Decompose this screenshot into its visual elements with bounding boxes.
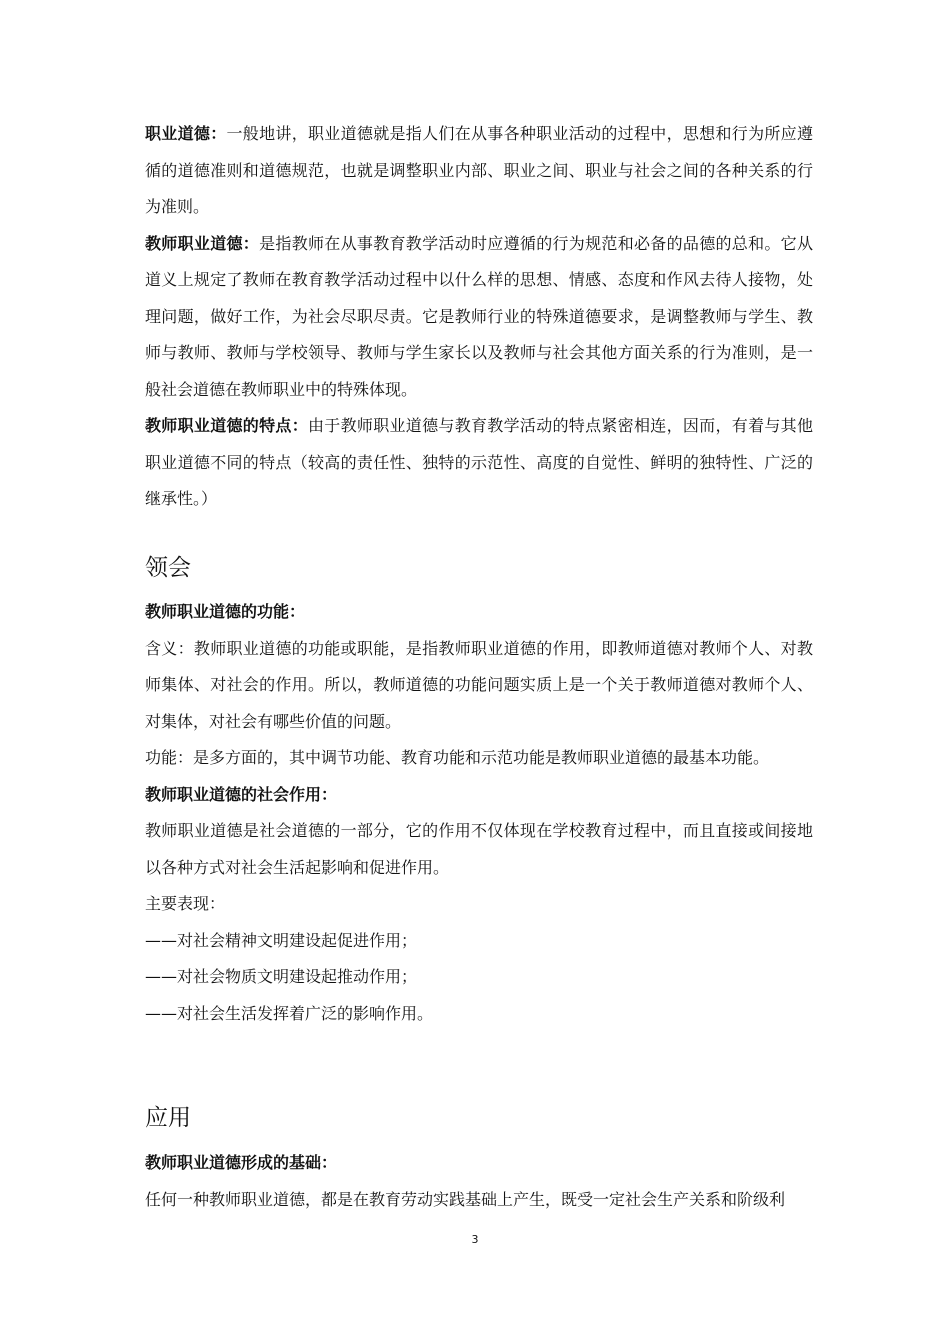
list-item: ——对社会精神文明建设起促进作用； (145, 930, 418, 950)
label-main-manifestations: 主要表现： (145, 894, 226, 913)
subheading-social-role: 教师职业道德的社会作用： (145, 784, 338, 804)
definition-teacher-ethics: 是指教师在从事教育教学活动时应遵循的行为规范和必备的品德的总和。它从道义上规定了教师在教育教学活动过程中以什么样的思想、情感、态度和作风去待人接物，处理问题，做好工作，为社会尽职尽责。它是教师行业的特殊道德要求，是调整教师与学生、教师与教师、教师与学校领导、教师与学生家长以及教师与社会其他方面关系的行为准则，是一般社会道德在教师职业中的特殊体现。 (145, 233, 813, 399)
page-number: 3 (471, 1233, 479, 1246)
heading-application: 应用 (145, 1105, 191, 1131)
subheading-ethics-function: 教师职业道德的功能： (145, 602, 306, 621)
definition-professional-ethics: 一般地讲，职业道德就是指人们在从事各种职业活动的过程中，思想和行为所应遵循的道德准则和道德规范，也就是调整职业内部、职业之间、职业与社会之间的各种关系的行为准则。 (145, 124, 813, 216)
paragraph-social-role: 教师职业道德是社会道德的一部分，它的作用不仅体现在学校教育过程中，而且直接或间接地以各种方式对社会生活起影响和促进作用。 (145, 821, 813, 877)
section-definitions (145, 116, 813, 518)
term-professional-ethics: 职业道德： (145, 124, 227, 143)
heading-comprehension: 领会 (145, 555, 191, 581)
subheading-ethics-formation-basis: 教师职业道德形成的基础： (145, 1153, 338, 1172)
paragraph-professional-ethics (145, 116, 813, 226)
paragraph-teacher-ethics (145, 226, 813, 409)
section-comprehension (145, 594, 813, 1032)
list-item: ——对社会物质文明建设起推动作用； (145, 967, 418, 986)
paragraph-function-list: 功能：是多方面的，其中调节功能、教育功能和示范功能是教师职业道德的最基本功能。 (145, 748, 770, 767)
section-application (145, 1145, 813, 1218)
term-teacher-ethics: 教师职业道德： (145, 233, 260, 253)
definition-teacher-ethics-features: 由于教师职业道德与教育教学活动的特点紧密相连，因而，有着与其他职业道德不同的特点（较高的责任性、独特的示范性、高度的自觉性、鲜明的独特性、广泛的继承性。） (145, 416, 813, 508)
paragraph-teacher-ethics-features (145, 408, 813, 518)
paragraph-function-meaning: 含义：教师职业道德的功能或职能，是指教师职业道德的作用，即教师道德对教师个人、对教师集体、对社会的作用。所以，教师道德的功能问题实质上是一个关于教师道德对教师个人、对集体，对社会有哪些价值的问题。 (145, 638, 813, 731)
list-item: ——对社会生活发挥着广泛的影响作用。 (145, 1003, 434, 1023)
paragraph-formation-basis: 任何一种教师职业道德，都是在教育劳动实践基础上产生，既受一定社会生产关系和阶级利 (145, 1189, 786, 1209)
term-teacher-ethics-features: 教师职业道德的特点： (145, 416, 308, 435)
